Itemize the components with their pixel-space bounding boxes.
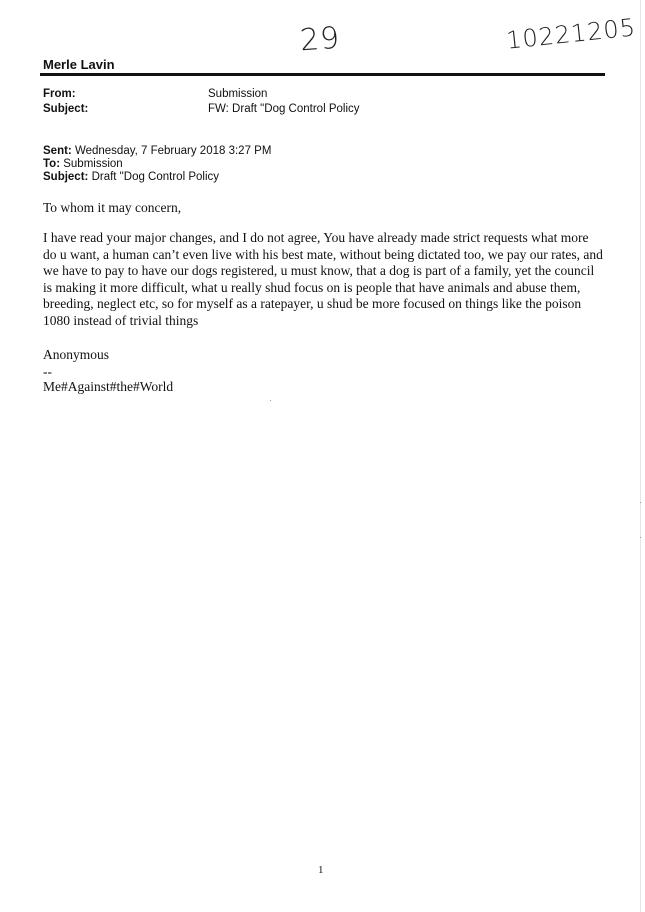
subject-label: Subject: [43,103,89,115]
signature-tag: Me#Against#the#World [43,379,174,394]
from-label: From: [43,88,76,100]
from-value: Submission [208,88,268,100]
to-value: Submission [60,158,123,170]
scan-speck [640,537,641,538]
to-label: To: [43,158,61,170]
header-divider [40,73,605,76]
original-subject-label: Subject: [43,171,89,183]
handwritten-page-number: 29 [298,20,342,59]
signature-separator: -- [43,364,52,379]
sent-line [43,145,271,157]
page-number: 1 [318,864,324,876]
sender-name: Merle Lavin [43,57,115,72]
subject-value: FW: Draft "Dog Control Policy [208,103,360,115]
message-body: I have read your major changes, and I do not agree, You have already made strict requests what more do u want, a human can’t even live with his best mate, without being dictated too, we pay our rates, and we have to pay to have our dogs registered, u must know, that a dog is part of a family, yet the council is making it more difficult, what u really shud focus on is people that have animals and abuse them, breeding, neglect etc, so for myself as a ratepayer, u shud be more focused on things like the poison 1080 instead of trivial things [43,230,603,328]
original-subject-line [43,171,219,183]
sent-label: Sent: [43,145,72,157]
sent-value: Wednesday, 7 February 2018 3:27 PM [71,145,272,157]
signoff: Anonymous [43,347,110,362]
handwritten-reference-number: 10221205 [504,13,638,55]
to-line [43,158,123,170]
greeting: To whom it may concern, [43,200,182,215]
original-subject-value: Draft "Dog Control Policy [88,171,220,183]
scan-edge-line [640,0,641,912]
scan-speck [640,502,641,503]
scan-speck [270,400,271,401]
